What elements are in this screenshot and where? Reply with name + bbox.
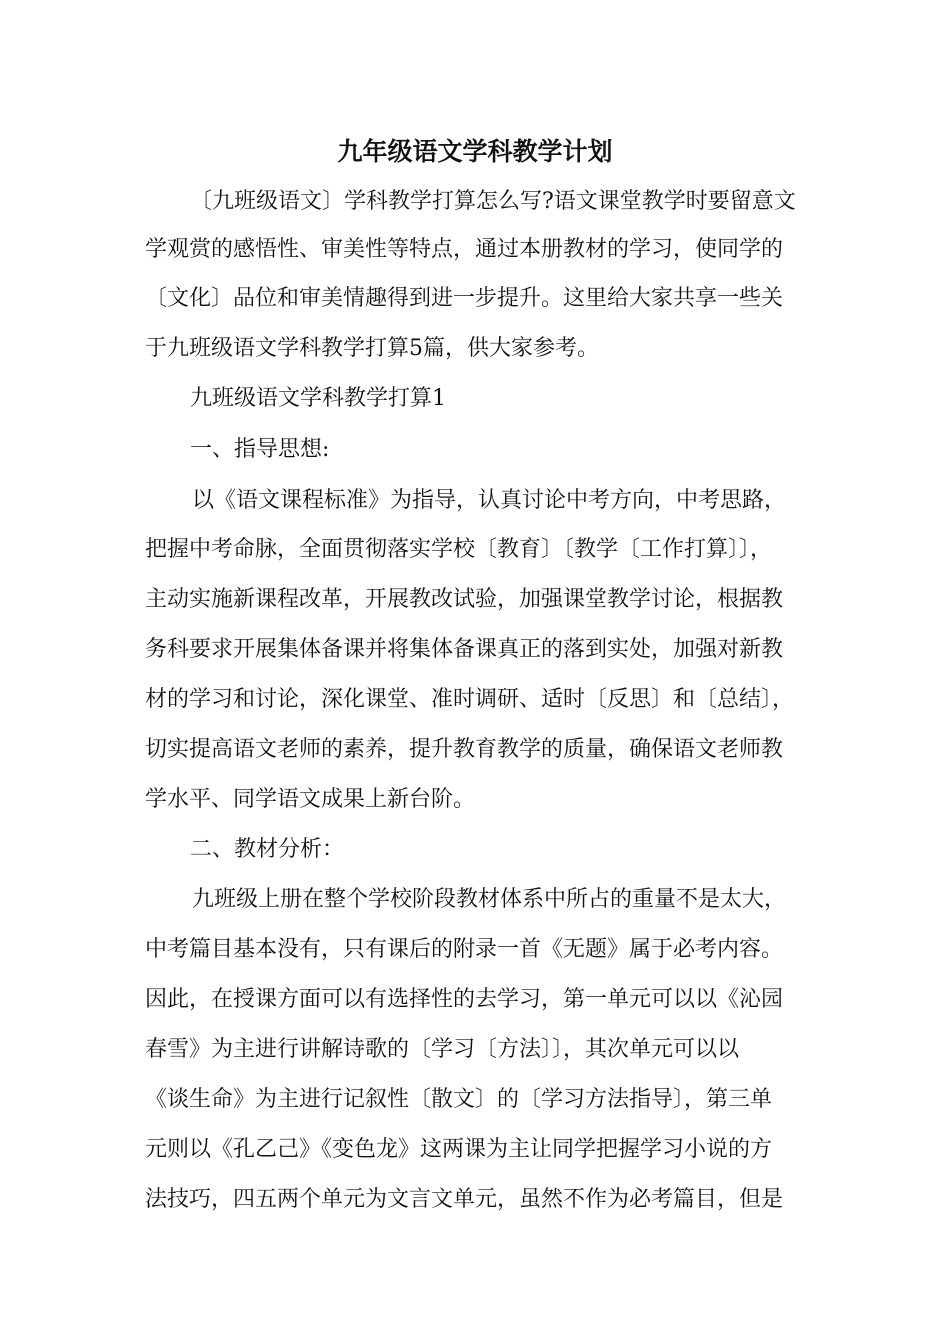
- section-heading: 二、教材分析：: [190, 837, 345, 862]
- paragraph-line: 主动实施新课程改革，开展教改试验，加强课堂教学讨论，根据教: [145, 587, 784, 612]
- paragraph-line: 元则以《孔乙己》《变色龙》这两课为主让同学把握学习小说的方: [145, 1137, 773, 1162]
- paragraph-line: 把握中考命脉，全面贯彻落实学校〔教育〕〔教学〔工作打算〕〕，: [145, 537, 773, 562]
- paragraph-line: 切实提高语文老师的素养，提升教育教学的质量，确保语文老师教: [145, 737, 784, 762]
- paragraph-line: 春雪》为主进行讲解诗歌的〔学习〔方法〕〕，其次单元可以以: [145, 1037, 740, 1062]
- page-title: 九年级语文学科教学计划: [337, 137, 613, 166]
- paragraph-line: 务科要求开展集体备课并将集体备课真正的落到实处，加强对新教: [145, 637, 784, 662]
- paragraph-line: 九班级上册在整个学校阶段教材体系中所占的重量不是太大，: [192, 887, 787, 912]
- paragraph-line: 《谈生命》为主进行记叙性〔散文〕的〔学习方法指导〕，第三单: [145, 1087, 773, 1112]
- paragraph-line: 材的学习和讨论，深化课堂、准时调研、适时〔反思〕和〔总结〕，: [145, 687, 795, 712]
- paragraph-line: 〔文化〕品位和审美情趣得到进一步提升。这里给大家共享一些关: [145, 286, 784, 311]
- paragraph-line: 学水平、同学语文成果上新台阶。: [145, 787, 476, 812]
- paragraph-line: 学观赏的感悟性、审美性等特点，通过本册教材的学习，使同学的: [145, 237, 784, 262]
- paragraph-line: 法技巧，四五两个单元为文言文单元，虽然不作为必考篇目，但是: [145, 1187, 784, 1212]
- section-heading: 一、指导思想:: [190, 437, 330, 462]
- paragraph-line: 〔九班级语文〕学科教学打算怎么写?语文课堂教学时要留意文: [190, 189, 796, 214]
- paragraph-line: 因此，在授课方面可以有选择性的去学习，第一单元可以以《沁园: [145, 987, 784, 1012]
- paragraph-line: 中考篇目基本没有，只有课后的附录一首《无题》属于必考内容。: [145, 937, 784, 962]
- paragraph-line: 以《语文课程标准》为指导，认真讨论中考方向，中考思路，: [192, 488, 787, 513]
- section-heading: 九班级语文学科教学打算1: [190, 386, 446, 411]
- paragraph-line: 于九班级语文学科教学打算5篇，供大家参考。: [145, 336, 599, 361]
